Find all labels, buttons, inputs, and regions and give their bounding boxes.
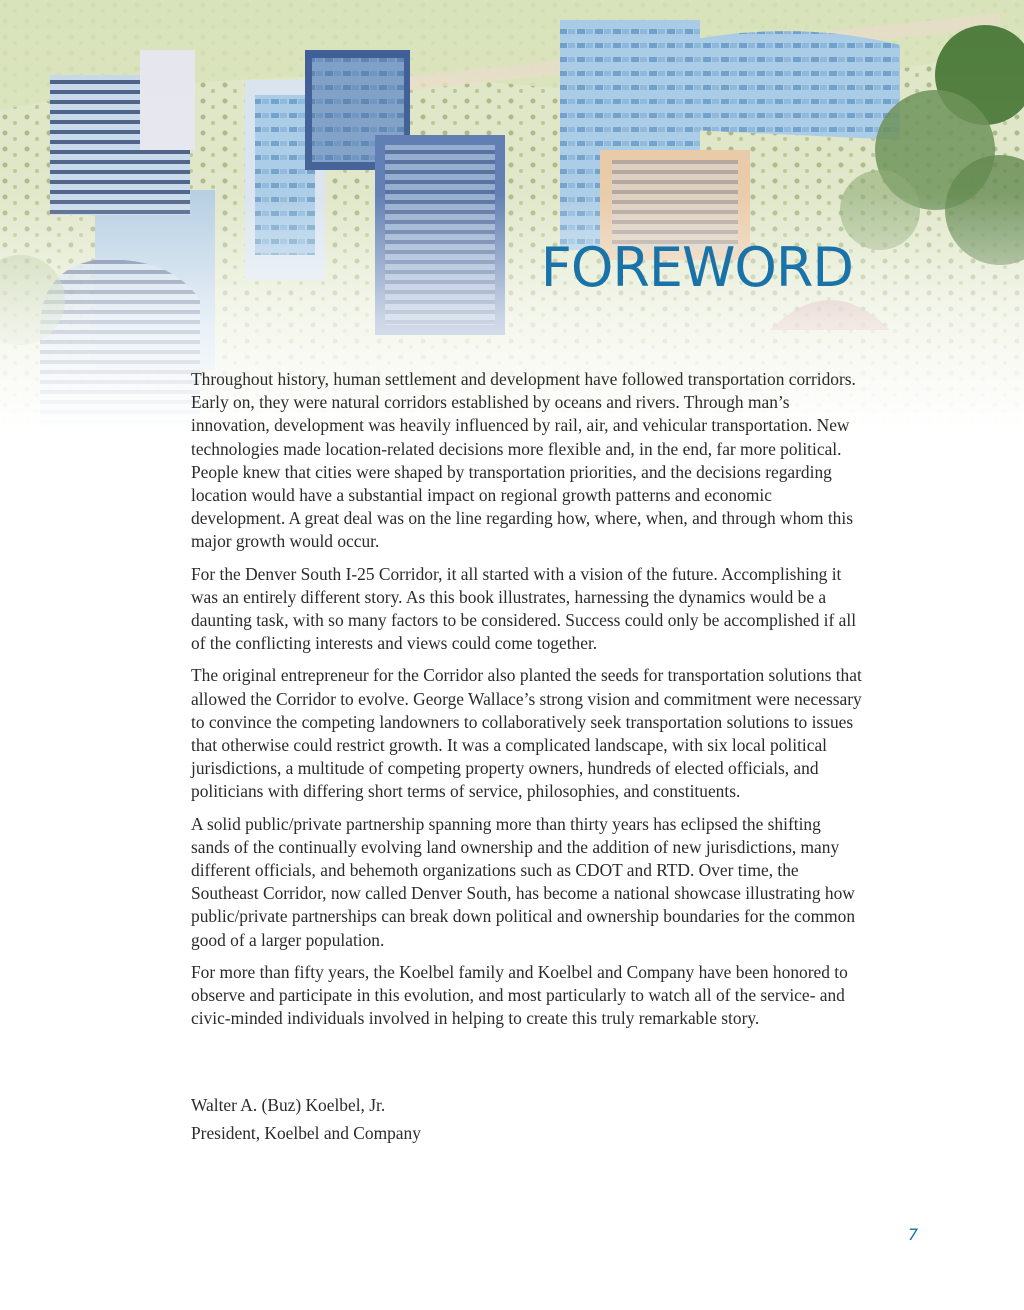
- paragraph: A solid public/private partnership spanning more than thirty years has eclipsed the shifting sands of the continually evolving land ownership and the addition of new jurisdictions, many different officials, and behemoth organizations such as CDOT and RTD. Over time, the Southeast Corridor, now called Denver South, has become a national showcase illustrating how public/private partnerships can break down political and ownership boundaries for the common good of a larger population.: [191, 813, 856, 950]
- page-title: FOREWORD: [540, 236, 853, 299]
- signatory-role: President, Koelbel and Company: [191, 1123, 421, 1143]
- paragraph: The original entrepreneur for the Corridor also planted the seeds for transportation solutions that allowed the Corridor to evolve. George Wallace’s strong vision and commitment were necessary to convince the competing landowners to collaboratively seek transportation solutions to issues that otherwise could restrict growth. It was a complicated landscape, with six local political jurisdictions, a multitude of competing property owners, hundreds of elected officials, and politicians with differing short terms of service, philosophies, and constituents.: [191, 665, 862, 802]
- foreword-body: [191, 368, 863, 1039]
- signatory-name: Walter A. (Buz) Koelbel, Jr.: [191, 1095, 386, 1115]
- paragraph: Throughout history, human settlement and development have followed transportation corridors. Early on, they were natural corridors established by oceans and rivers. Through man’s innovation, development was heavily influenced by rail, air, and vehicular transportation. New technologies made location-related decisions more flexible and, in the end, far more political. People knew that cities were shaped by transportation priorities, and the decisions regarding location would have a substantial impact on regional growth patterns and economic development. A great deal was on the line regarding how, where, when, and through whom this major growth would occur.: [191, 369, 856, 552]
- paragraph: For more than fifty years, the Koelbel family and Koelbel and Company have been honored to observe and participate in this evolution, and most particularly to watch all of the service- and civic-minded individuals involved in helping to create this truly remarkable story.: [191, 961, 848, 1029]
- paragraph: For the Denver South I-25 Corridor, it all started with a vision of the future. Accomplishing it was an entirely different story. As this book illustrates, harnessing the dynamics would be a daunting task, with so many factors to be considered. Success could only be accomplished if all of the conflicting interests and views could come together.: [191, 563, 857, 654]
- watercolor-cityscape-illustration: [0, 0, 1024, 430]
- page-number: 7: [907, 1225, 918, 1244]
- signature-block: [191, 1094, 791, 1150]
